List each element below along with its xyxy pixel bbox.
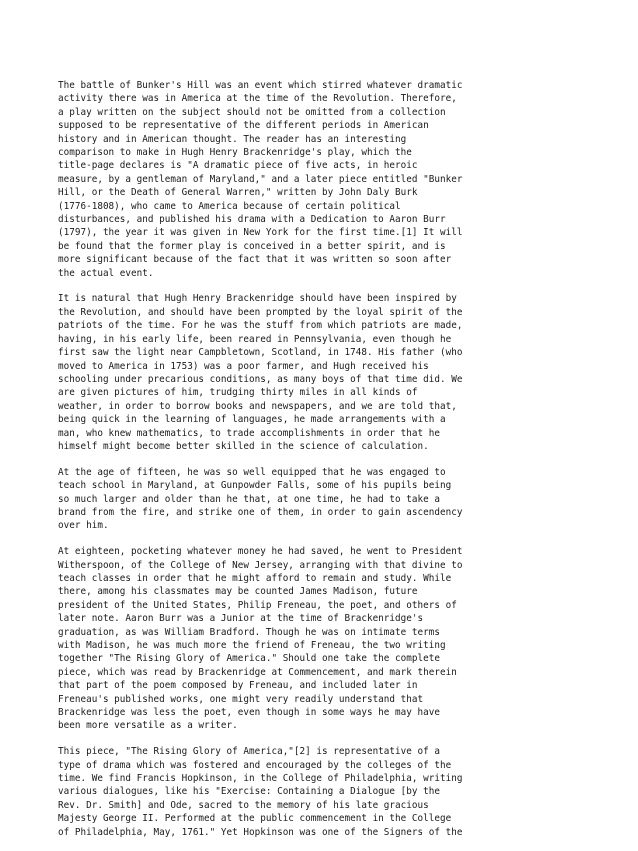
text-line: The battle of Bunker's Hill was an event which stirred whatever dramatic	[58, 80, 463, 91]
document-page	[58, 79, 583, 851]
text-line: more significant because of the fact that it was written so soon after	[58, 254, 452, 266]
text-line: comparison to make in Hugh Henry Brackenridge's play, which the	[58, 147, 412, 159]
text-line: the actual event.	[58, 267, 154, 279]
text-line: a play written on the subject should not be omitted from a collection	[58, 106, 446, 118]
text-line: time. We find Francis Hopkinson, in the College of Philadelphia, writing	[58, 773, 463, 785]
text-line: are given pictures of him, trudging thirty miles in all kinds of	[58, 387, 418, 399]
text-line: weather, in order to borrow books and newspapers, and we are told that,	[58, 400, 457, 412]
text-line: being quick in the learning of languages, he made arrangements with a	[58, 414, 446, 426]
text-line: Hill, or the Death of General Warren," written by John Daly Burk	[58, 187, 418, 199]
text-line: disturbances, and published his drama with a Dedication to Aaron Burr	[58, 214, 446, 226]
text-line: history and in American thought. The reader has an interesting	[58, 133, 407, 145]
text-line: first saw the light near Campbletown, Scotland, in 1748. His father (who	[58, 347, 463, 359]
text-line: president of the United States, Philip Freneau, the poet, and others of	[58, 599, 457, 611]
text-line: At eighteen, pocketing whatever money he had saved, he went to President	[58, 546, 463, 558]
paragraph-5	[58, 745, 583, 839]
text-line: type of drama which was fostered and encouraged by the colleges of the	[58, 759, 452, 771]
text-line: Majesty George II. Performed at the public commencement in the College	[58, 813, 452, 825]
text-line: there, among his classmates may be counted James Madison, future	[58, 586, 418, 598]
text-line: brand from the fire, and strike one of them, in order to gain ascendency	[58, 506, 463, 518]
text-line: piece, which was read by Brackenridge at Commencement, and mark therein	[58, 666, 457, 678]
text-line: supposed to be representative of the different periods in American	[58, 120, 429, 132]
paragraph-2	[58, 292, 583, 453]
text-line: graduation, as was William Bradford. Though he was on intimate terms	[58, 626, 440, 638]
text-line: moved to America in 1753) was a poor farmer, and Hugh received his	[58, 360, 429, 372]
text-line: activity there was in America at the time of the Revolution. Therefore,	[58, 93, 457, 105]
text-line: patriots of the time. For he was the stuff from which patriots are made,	[58, 320, 463, 332]
text-line: of Philadelphia, May, 1761." Yet Hopkinson was one of the Signers of the	[58, 826, 463, 838]
text-line: man, who knew mathematics, to trade accomplishments in order that he	[58, 427, 440, 439]
paragraph-3	[58, 466, 583, 533]
paragraph-4	[58, 545, 583, 733]
text-line: be found that the former play is conceived in a better spirit, and is	[58, 240, 446, 252]
text-line: been more versatile as a writer.	[58, 720, 238, 732]
text-line: that part of the poem composed by Freneau, and included later in	[58, 680, 418, 692]
text-line: Freneau's published works, one might very readily understand that	[58, 693, 424, 705]
text-line: teach school in Maryland, at Gunpowder Falls, some of his pupils being	[58, 480, 452, 492]
text-line: later note. Aaron Burr was a Junior at the time of Brackenridge's	[58, 613, 424, 625]
text-line: having, in his early life, been reared in Pennsylvania, even though he	[58, 333, 452, 345]
text-line: title-page declares is "A dramatic piece of five acts, in heroic	[58, 160, 418, 172]
text-line: Brackenridge was less the poet, even though in some ways he may have	[58, 707, 440, 719]
text-line: It is natural that Hugh Henry Brackenridge should have been inspired by	[58, 293, 457, 305]
text-line: (1776-1808), who came to America because of certain political	[58, 200, 401, 212]
text-line: together "The Rising Glory of America." Should one take the complete	[58, 653, 440, 665]
text-line: measure, by a gentleman of Maryland," and a later piece entitled "Bunker	[58, 173, 463, 185]
text-line: At the age of fifteen, he was so well equipped that he was engaged to	[58, 466, 446, 478]
text-line: This piece, "The Rising Glory of America,"[2] is representative of a	[58, 746, 440, 758]
paragraph-1	[58, 79, 583, 280]
text-line: the Revolution, and should have been prompted by the loyal spirit of the	[58, 306, 463, 318]
text-line: himself might become better skilled in the science of calculation.	[58, 440, 429, 452]
text-line: Witherspoon, of the College of New Jersey, arranging with that divine to	[58, 559, 463, 571]
text-line: (1797), the year it was given in New York for the first time.[1] It will	[58, 227, 463, 239]
text-line: various dialogues, like his "Exercise: Containing a Dialogue [by the	[58, 786, 440, 798]
text-line: with Madison, he was much more the friend of Freneau, the two writing	[58, 640, 446, 652]
text-line: Rev. Dr. Smith] and Ode, sacred to the memory of his late gracious	[58, 799, 429, 811]
text-line: so much larger and older than he that, at one time, he had to take a	[58, 493, 440, 505]
text-line: schooling under precarious conditions, as many boys of that time did. We	[58, 373, 463, 385]
text-line: over him.	[58, 520, 109, 532]
text-line: teach classes in order that he might afford to remain and study. While	[58, 572, 452, 584]
